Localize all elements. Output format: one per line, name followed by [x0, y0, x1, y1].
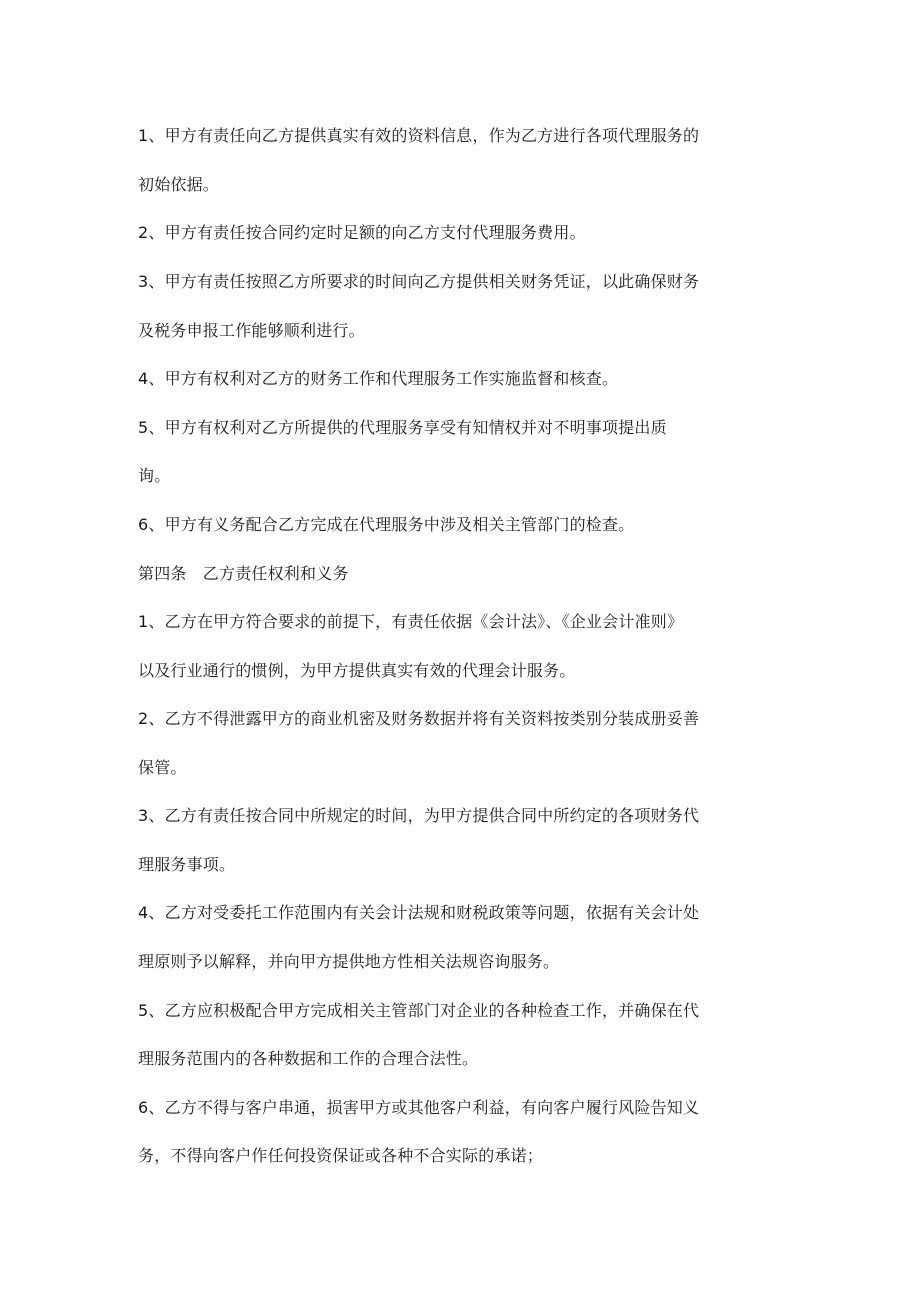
text-line: 1、乙方在甲方符合要求的前提下，有责任依据《会计法》、《企业会计准则》 — [138, 612, 684, 631]
text-line: 理服务范围内的各种数据和工作的合理合法性。 — [138, 1049, 479, 1068]
text-line: 6、甲方有义务配合乙方完成在代理服务中涉及相关主管部门的检查。 — [138, 515, 635, 534]
text-line: 5、甲方有权利对乙方所提供的代理服务享受有知情权并对不明事项提出质 — [138, 418, 667, 437]
text-line: 3、乙方有责任按合同中所规定的时间，为甲方提供合同中所约定的各项财务代 — [138, 806, 700, 825]
text-line: 以及行业通行的惯例，为甲方提供真实有效的代理会计服务。 — [138, 661, 576, 680]
text-line: 5、乙方应积极配合甲方完成相关主管部门对企业的各种检查工作，并确保在代 — [138, 1001, 700, 1020]
text-line: 6、乙方不得与客户串通，损害甲方或其他客户利益，有向客户履行风险告知义 — [138, 1098, 700, 1117]
text-line: 初始依据。 — [138, 175, 220, 194]
text-line: 3、甲方有责任按照乙方所要求的时间向乙方提供相关财务凭证，以此确保财务 — [138, 272, 700, 291]
text-line: 理原则予以解释，并向甲方提供地方性相关法规咨询服务。 — [138, 952, 560, 971]
text-line: 2、乙方不得泄露甲方的商业机密及财务数据并将有关资料按类别分装成册妥善 — [138, 709, 700, 728]
text-line: 理服务事项。 — [138, 855, 236, 874]
text-line: 保管。 — [138, 758, 187, 777]
text-line: 4、乙方对受委托工作范围内有关会计法规和财税政策等问题，依据有关会计处 — [138, 903, 700, 922]
text-line: 询。 — [138, 466, 171, 485]
text-line: 1、甲方有责任向乙方提供真实有效的资料信息，作为乙方进行各项代理服务的 — [138, 126, 700, 145]
text-line: 及税务申报工作能够顺利进行。 — [138, 321, 365, 340]
text-line: 4、甲方有权利对乙方的财务工作和代理服务工作实施监督和核查。 — [138, 369, 619, 388]
text-line: 2、甲方有责任按合同约定时足额的向乙方支付代理服务费用。 — [138, 223, 586, 242]
text-line: 务，不得向客户作任何投资保证或各种不合实际的承诺； — [138, 1146, 544, 1165]
section-heading: 第四条 乙方责任权利和义务 — [138, 564, 349, 583]
